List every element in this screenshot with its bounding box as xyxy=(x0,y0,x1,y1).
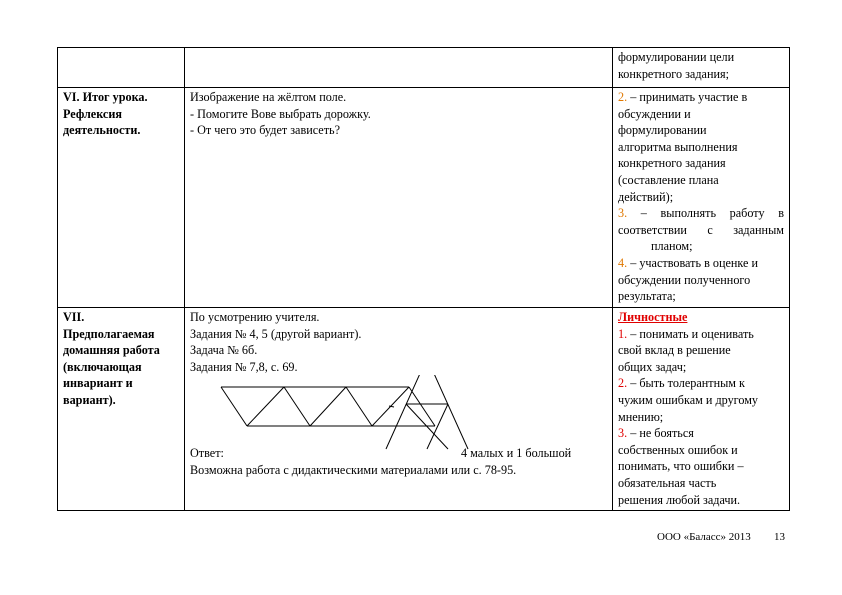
stage-cell xyxy=(58,48,185,88)
uud-line: алгоритма выполнения xyxy=(618,139,738,154)
rhombus-strip-figure xyxy=(221,387,435,426)
content-cell xyxy=(185,308,613,511)
page-number: 13 xyxy=(774,531,785,543)
answer-label: Ответ: xyxy=(190,446,224,461)
stage-title: домашняя работа xyxy=(63,343,160,358)
uud-line: 2. – принимать участие в xyxy=(618,90,748,104)
uud-line: обсуждении полученного xyxy=(618,272,751,287)
uud-line: планом; xyxy=(651,239,693,254)
footer-org: ООО «Баласс» 2013 xyxy=(657,531,751,543)
uud-line: решения любой задачи. xyxy=(618,492,741,507)
uud-line: 3. – выполнять работу в xyxy=(618,206,784,221)
stage-cell xyxy=(58,308,185,511)
uud-line: обязательная часть xyxy=(618,475,717,490)
stage-title: инвариант и xyxy=(63,376,133,391)
content-cell xyxy=(185,48,613,88)
uud-line: мнению; xyxy=(618,409,664,424)
uud-line: 3. – не бояться xyxy=(618,426,694,441)
uud-line: соответствии с заданным xyxy=(618,222,784,237)
triangle-figures xyxy=(190,375,607,445)
uud-line: (составление плана xyxy=(618,172,719,187)
table-row xyxy=(58,308,790,511)
content-line: Задания № 7,8, с. 69. xyxy=(190,359,298,374)
uud-line: обсуждении и xyxy=(618,106,691,121)
uud-cell xyxy=(613,308,790,511)
content-line: - От чего это будет зависеть? xyxy=(190,123,340,138)
uud-line: 1. – понимать и оценивать xyxy=(618,326,754,341)
content-line: По усмотрению учителя. xyxy=(190,310,320,324)
stage-title: VII. xyxy=(63,310,85,324)
content-line: Задания № 4, 5 (другой вариант). xyxy=(190,326,362,341)
content-line: Задача № 6б. xyxy=(190,343,258,358)
answer-text: 4 малых и 1 большой xyxy=(461,446,572,461)
uud-line: понимать, что ошибки – xyxy=(618,459,744,474)
stage-title: деятельности. xyxy=(63,123,141,138)
uud-line: общих задач; xyxy=(618,359,687,374)
uud-line: 2. – быть толерантным к xyxy=(618,376,745,391)
uud-heading: Личностные xyxy=(618,310,688,324)
stage-title: вариант). xyxy=(63,392,116,407)
stage-title: VI. Итог урока. xyxy=(63,90,148,104)
table-row xyxy=(58,88,790,308)
lesson-plan-table xyxy=(57,47,790,511)
uud-line: свой вклад в решение xyxy=(618,343,731,358)
uud-cell xyxy=(613,88,790,308)
content-line: Возможна работа с дидактическими материалами или с. 78-95. xyxy=(190,462,517,477)
uud-line: 4. – участвовать в оценке и xyxy=(618,255,759,270)
stage-title: Предполагаемая xyxy=(63,326,155,341)
uud-cell xyxy=(613,48,790,88)
uud-line: конкретного задания xyxy=(618,156,726,171)
stage-cell xyxy=(58,88,185,308)
content-line: - Помогите Вове выбрать дорожку. xyxy=(190,106,371,121)
big-triangle-figure xyxy=(386,375,468,449)
table-row xyxy=(58,48,790,88)
uud-line: конкретного задания; xyxy=(618,66,729,81)
uud-line: формулировании цели xyxy=(618,50,735,64)
stage-title: (включающая xyxy=(63,359,142,374)
stage-title: Рефлексия xyxy=(63,106,122,121)
uud-line: действий); xyxy=(618,189,674,204)
uud-line: собственных ошибок и xyxy=(618,442,738,457)
uud-line: чужим ошибкам и другому xyxy=(618,392,759,407)
content-cell xyxy=(185,88,613,308)
content-line: Изображение на жёлтом поле. xyxy=(190,90,347,104)
answer-line xyxy=(190,445,607,462)
uud-line: формулировании xyxy=(618,123,707,138)
uud-line: результата; xyxy=(618,289,676,304)
